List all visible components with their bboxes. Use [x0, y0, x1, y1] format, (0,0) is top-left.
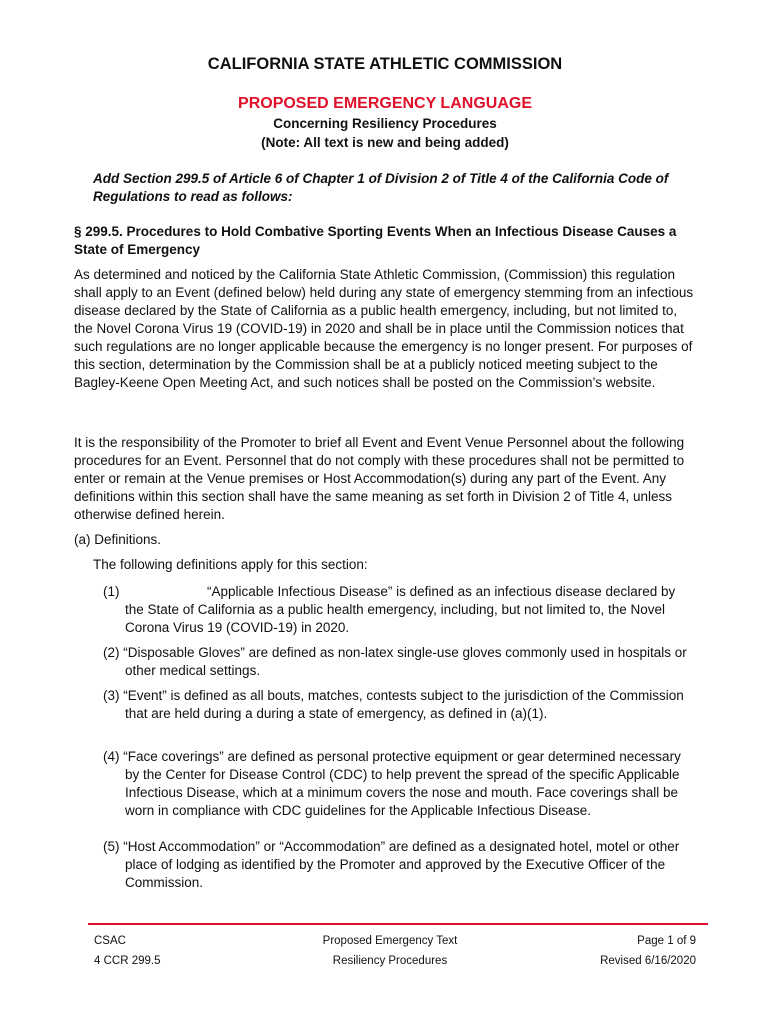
applicability-paragraph: As determined and noticed by the California State Athletic Commission, (Commission) this regulation shall apply to an Event (defined below) held during any state of emergency stemming from an infectious disease declared by the State of California as a public health emergency, including, but not limited to, the Novel Corona Virus 19 (COVID-19) in 2020 and shall be in place until the Commission notices that such regulations are no longer applicable because the emergency is no longer present. For purposes of this section, determination by the Commission shall be at a publicly noticed meeting subject to the Bagley-Keene Open Meeting Act, and such notices shall be posted on the Commission’s website.: [74, 267, 694, 390]
definition-item: [103, 644, 693, 680]
definition-text: “Face coverings” are defined as personal protective equipment or gear determined necessary by the Center for Disease Control (CDC) to help prevent the spread of the specific Applicable Infectious Disease, which at a minimum covers the nose and mouth. Face coverings shall be worn in compliance with CDC guidelines for the Applicable Infectious Disease.: [123, 749, 681, 818]
note-line: (Note: All text is new and being added): [261, 135, 509, 150]
footer-doc-type: Proposed Emergency Text: [322, 935, 458, 947]
definition-text: “Event” is defined as all bouts, matches, contests subject to the jurisdiction of the Commission that are held during a during a state of emergency, as defined in (a)(1).: [123, 688, 684, 721]
definition-text: “Disposable Gloves” are defined as non-latex single-use gloves commonly used in hospitals or other medical settings.: [123, 645, 687, 678]
footer-topic: Resiliency Procedures: [332, 955, 448, 967]
definition-number: (3): [103, 688, 120, 703]
definitions-intro: The following definitions apply for this section:: [93, 557, 368, 572]
revision-date: Revised 6/16/2020: [600, 955, 696, 967]
responsibility-paragraph: It is the responsibility of the Promoter to brief all Event and Event Venue Personnel about the following procedures for an Event. Personnel that do not comply with these procedures shall not be permitted to enter or remain at the Venue premises or Host Accommodation(s) during any part of the Event. Any definitions within this section shall have the same meaning as set forth in Division 2 of Title 4, unless otherwise defined herein.: [74, 435, 685, 522]
definition-item: [103, 583, 693, 637]
definition-text: “Host Accommodation” or “Accommodation” are defined as a designated hotel, motel or other place of lodging as identified by the Promoter and approved by the Executive Officer of the Commission.: [123, 839, 680, 890]
page-title: CALIFORNIA STATE ATHLETIC COMMISSION: [207, 55, 563, 73]
definition-number: (1): [103, 584, 120, 599]
definition-number: (5): [103, 839, 120, 854]
definition-text: “Applicable Infectious Disease” is defined as an infectious disease declared by the State of California as a public health emergency, including, but not limited to, the Novel Corona Virus 19 (COVID-19) in 2020.: [125, 584, 676, 635]
concerning-line: Concerning Resiliency Procedures: [273, 116, 497, 131]
definition-item: [103, 748, 693, 820]
footer-right: [600, 931, 696, 971]
definition-item: [103, 687, 693, 723]
definition-item: [103, 838, 693, 892]
definition-number: (4): [103, 749, 120, 764]
amendment-instruction: Add Section 299.5 of Article 6 of Chapter 1 of Division 2 of Title 4 of the California Code of Regulations to read as follows:: [93, 171, 669, 204]
definitions-subheading: (a) Definitions.: [74, 532, 162, 547]
footer-citation: 4 CCR 299.5: [94, 955, 161, 967]
footer-center: [250, 931, 530, 971]
definition-number: (2): [103, 645, 120, 660]
proposed-language-heading: PROPOSED EMERGENCY LANGUAGE: [238, 95, 532, 112]
section-heading: § 299.5. Procedures to Hold Combative Sporting Events When an Infectious Disease Causes a State of Emergency: [74, 224, 677, 257]
page-number: Page 1 of 9: [637, 935, 696, 947]
footer-rule: [88, 923, 708, 925]
footer-left: [94, 931, 160, 971]
footer-agency: CSAC: [94, 935, 126, 947]
